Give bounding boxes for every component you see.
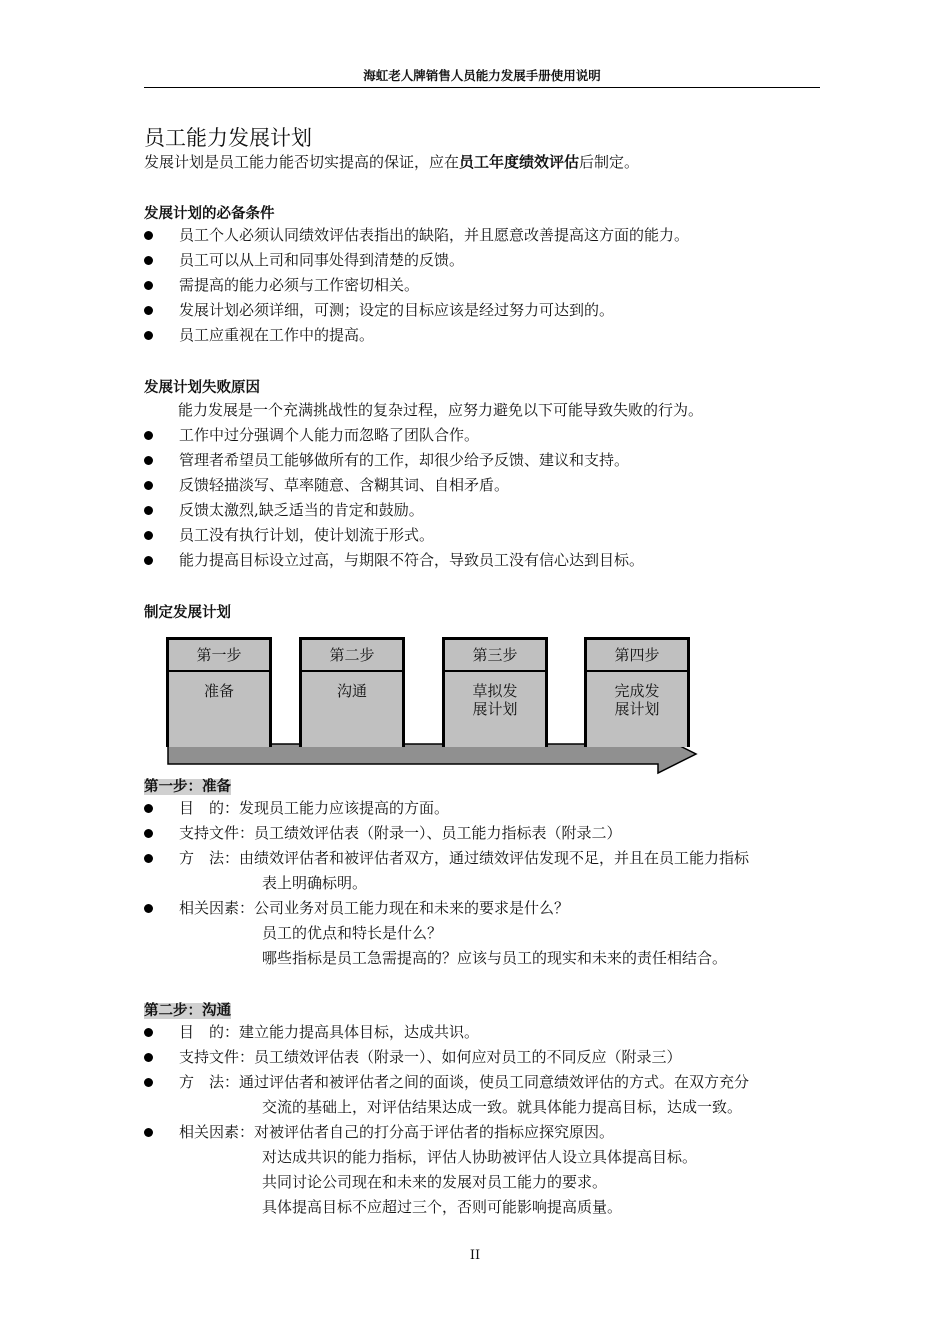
section-heading-failure-reasons: 发展计划失败原因 (144, 380, 260, 396)
list-item (144, 273, 834, 298)
list-item (144, 473, 834, 498)
list-item-text: 员工个人必须认同绩效评估表指出的缺陷，并且愿意改善提高这方面的能力。 (179, 226, 690, 244)
page-title: 员工能力发展计划 (144, 126, 312, 150)
intro-text-end: 后制定。 (579, 153, 640, 171)
step-name (169, 672, 269, 700)
bullet-icon (144, 256, 153, 265)
running-header: 海虹老人牌销售人员能力发展手册使用说明 (144, 66, 820, 88)
bullet-icon (144, 481, 153, 490)
step-name-line: 展计划 (614, 700, 660, 718)
list-item-text: 员工可以从上司和同事处得到清楚的反馈。 (179, 251, 465, 269)
step2-list (144, 1020, 834, 1220)
list-item-text: 支持文件：员工绩效评估表（附录一）、员工能力指标表（附录二） (179, 824, 622, 842)
list-item-continuation: 员工的优点和特长是什么？ (262, 924, 443, 942)
bullet-icon (144, 1053, 153, 1062)
list-item-continuation: 交流的基础上，对评估结果达成一致。就具体能力提高目标，达成一致。 (262, 1098, 743, 1116)
bullet-icon (144, 231, 153, 240)
step-name (445, 672, 545, 718)
bullet-icon (144, 431, 153, 440)
list-item-continuation: 对达成共识的能力指标，评估人协助被评估人设立具体提高目标。 (262, 1148, 698, 1166)
list-item-text: 工作中过分强调个人能力而忽略了团队合作。 (179, 426, 480, 444)
bullet-icon (144, 854, 153, 863)
bullet-icon (144, 1028, 153, 1037)
list-item-text: 方 法：通过评估者和被评估者之间的面谈，使员工同意绩效评估的方式。在双方充分 (179, 1073, 750, 1091)
step-name-line: 草拟发 (472, 682, 518, 700)
step-name (302, 672, 402, 700)
list-item (144, 323, 834, 348)
step-name (587, 672, 687, 718)
bullet-icon (144, 531, 153, 540)
step-label: 第一步 (169, 640, 269, 672)
list-item-continuation: 共同讨论公司现在和未来的发展对员工能力的要求。 (262, 1173, 608, 1191)
list-item (144, 896, 834, 921)
step-name-line: 沟通 (336, 682, 367, 700)
list-item-continuation: 具体提高目标不应超过三个，否则可能影响提高质量。 (262, 1198, 623, 1216)
bullet-icon (144, 804, 153, 813)
bullet-icon (144, 904, 153, 913)
list-item-continuation: 表上明确标明。 (262, 874, 368, 892)
list-item-text: 员工应重视在工作中的提高。 (179, 326, 375, 344)
step-name-line: 准备 (203, 682, 234, 700)
intro-text: 发展计划是员工能力能否切实提高的保证，应在 (144, 153, 460, 171)
list-item-text: 需提高的能力必须与工作密切相关。 (179, 276, 420, 294)
step1-heading (144, 775, 231, 796)
bullet-icon (144, 306, 153, 315)
list-item-text: 相关因素：公司业务对员工能力现在和未来的要求是什么？ (179, 899, 570, 917)
bullet-icon (144, 506, 153, 515)
intro-emphasis: 员工年度绩效评估 (459, 153, 580, 171)
section-heading-make-plan: 制定发展计划 (144, 605, 231, 621)
failure-reasons-list (144, 423, 834, 573)
list-item (144, 423, 834, 448)
list-item (144, 1020, 834, 1045)
step-box-3 (442, 637, 548, 747)
step1-list (144, 796, 834, 971)
list-item (144, 846, 834, 871)
list-item-text: 反馈轻描淡写、草率随意、含糊其词、自相矛盾。 (179, 476, 510, 494)
list-item (144, 298, 834, 323)
list-item-text: 支持文件：员工绩效评估表（附录一）、如何应对员工的不同反应（附录三） (179, 1048, 682, 1066)
list-item-text: 发展计划必须详细，可测；设定的目标应该是经过努力可达到的。 (179, 301, 615, 319)
list-item-text: 能力提高目标设立过高，与期限不符合，导致员工没有信心达到目标。 (179, 551, 645, 569)
list-item-text: 相关因素：对被评估者自己的打分高于评估者的指标应探究原因。 (179, 1123, 615, 1141)
process-diagram (160, 632, 705, 780)
step-label: 第二步 (302, 640, 402, 672)
list-item (144, 498, 834, 523)
list-item (144, 523, 834, 548)
list-item-text: 方 法：由绩效评估者和被评估者双方，通过绩效评估发现不足，并且在员工能力指标 (179, 849, 750, 867)
page-number: II (469, 1248, 481, 1263)
list-item (144, 223, 834, 248)
list-item-text: 目 的：发现员工能力应该提高的方面。 (179, 799, 450, 817)
list-item (144, 1045, 834, 1070)
requirements-list (144, 223, 834, 348)
list-item (144, 448, 834, 473)
step2-heading (144, 999, 231, 1020)
step2-heading-text: 第二步：沟通 (144, 1003, 231, 1019)
bullet-icon (144, 281, 153, 290)
failure-intro-paragraph: 能力发展是一个充满挑战性的复杂过程，应努力避免以下可能导致失败的行为。 (178, 401, 704, 419)
list-item-text: 员工没有执行计划，使计划流于形式。 (179, 526, 435, 544)
list-item-text: 管理者希望员工能够做所有的工作，却很少给予反馈、建议和支持。 (179, 451, 630, 469)
section-heading-requirements: 发展计划的必备条件 (144, 206, 275, 222)
list-item (144, 1120, 834, 1145)
bullet-icon (144, 556, 153, 565)
list-item (144, 548, 834, 573)
bullet-icon (144, 1078, 153, 1087)
list-item (144, 821, 834, 846)
list-item (144, 796, 834, 821)
step1-heading-text: 第一步：准备 (144, 779, 231, 795)
step-box-4 (584, 637, 690, 747)
bullet-icon (144, 331, 153, 340)
list-item-text: 目 的：建立能力提高具体目标，达成共识。 (179, 1023, 480, 1041)
step-name-line: 完成发 (614, 682, 660, 700)
step-name-line: 展计划 (472, 700, 518, 718)
step-box-1 (166, 637, 272, 747)
bullet-icon (144, 1128, 153, 1137)
list-item-continuation: 哪些指标是员工急需提高的？应该与员工的现实和未来的责任相结合。 (262, 949, 728, 967)
step-label: 第三步 (445, 640, 545, 672)
list-item (144, 248, 834, 273)
step-box-2 (299, 637, 405, 747)
list-item (144, 1070, 834, 1095)
step-label: 第四步 (587, 640, 687, 672)
intro-paragraph (144, 151, 639, 172)
bullet-icon (144, 829, 153, 838)
list-item-text: 反馈太激烈,缺乏适当的肯定和鼓励。 (179, 501, 424, 519)
bullet-icon (144, 456, 153, 465)
